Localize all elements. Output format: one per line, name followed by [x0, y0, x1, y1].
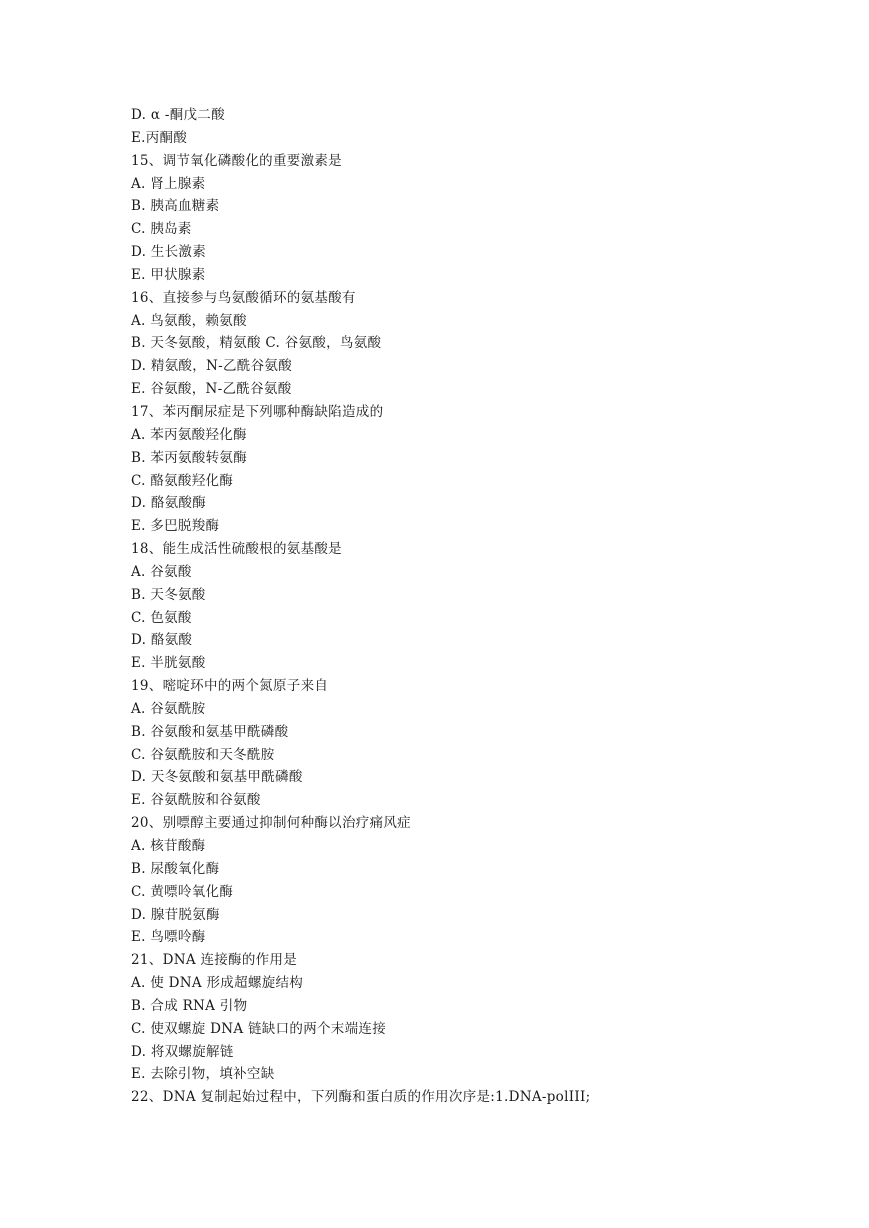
option-line: A. 核苷酸酶 [131, 838, 206, 854]
option-line: E. 半胱氨酸 [131, 655, 206, 672]
option-line: D. 天冬氨酸和氨基甲酰磷酸 [131, 769, 303, 786]
option-line: B. 天冬氨酸 [131, 586, 206, 603]
question-18: 18、能生成活性硫酸根的氨基酸是 [131, 541, 342, 558]
option-line: C. 色氨酸 [131, 609, 192, 626]
option-line: D. 腺苷脱氨酶 [131, 906, 220, 923]
option-line: A. 谷氨酸 [131, 563, 192, 580]
option-line: D. 将双螺旋解链 [131, 1043, 234, 1060]
option-line: C. 使双螺旋 DNA 链缺口的两个末端连接 [131, 1020, 386, 1037]
option-line: B. 苯丙氨酸转氨酶 [131, 449, 248, 466]
option-line: E.丙酮酸 [131, 129, 188, 146]
option-line: E. 谷氨酰胺和谷氨酸 [131, 792, 261, 809]
option-line: B. 谷氨酸和氨基甲酰磷酸 [131, 723, 289, 740]
option-line: E. 谷氨酸，N-乙酰谷氨酸 [131, 381, 292, 398]
document-body [131, 104, 751, 1109]
option-line: A. 使 DNA 形成超螺旋结构 [131, 975, 304, 992]
option-line: D. 酪氨酸 [131, 632, 193, 649]
option-line: D. 酪氨酸酶 [131, 495, 207, 512]
option-line: D. α -酮戊二酸 [131, 107, 225, 123]
option-line: C. 酪氨酸羟化酶 [131, 472, 234, 489]
option-line: E. 鸟嘌呤酶 [131, 929, 206, 946]
option-line: B. 天冬氨酸，精氨酸 C. 谷氨酸，鸟氨酸 [131, 335, 382, 352]
question-21: 21、DNA 连接酶的作用是 [131, 952, 298, 969]
option-line: B. 尿酸氧化酶 [131, 860, 220, 877]
question-19: 19、嘧啶环中的两个氮原子来自 [131, 678, 329, 695]
option-line: A. 苯丙氨酸羟化酶 [131, 426, 247, 443]
question-22: 22、DNA 复制起始过程中，下列酶和蛋白质的作用次序是:1.DNA-polIII; [131, 1089, 591, 1106]
option-line: B. 胰高血糖素 [131, 198, 220, 215]
question-17: 17、苯丙酮尿症是下列哪种酶缺陷造成的 [131, 403, 384, 420]
option-line: A. 鸟氨酸，赖氨酸 [131, 312, 247, 329]
option-line: E. 多巴脱羧酶 [131, 518, 220, 535]
option-line: D. 生长激素 [131, 244, 207, 261]
question-16: 16、直接参与鸟氨酸循环的氨基酸有 [131, 289, 356, 306]
option-line: D. 精氨酸，N-乙酰谷氨酸 [131, 358, 292, 375]
option-line: A. 谷氨酰胺 [131, 700, 206, 717]
option-line: E. 去除引物，填补空缺 [131, 1066, 275, 1083]
question-15: 15、调节氧化磷酸化的重要激素是 [131, 152, 342, 169]
option-line: C. 黄嘌呤氧化酶 [131, 883, 234, 900]
option-line: C. 胰岛素 [131, 221, 192, 238]
option-line: B. 合成 RNA 引物 [131, 997, 248, 1014]
option-line: E. 甲状腺素 [131, 266, 206, 283]
question-20: 20、别嘌醇主要通过抑制何种酶以治疗痛风症 [131, 815, 411, 832]
option-line: C. 谷氨酰胺和天冬酰胺 [131, 746, 275, 763]
option-line: A. 肾上腺素 [131, 175, 206, 192]
